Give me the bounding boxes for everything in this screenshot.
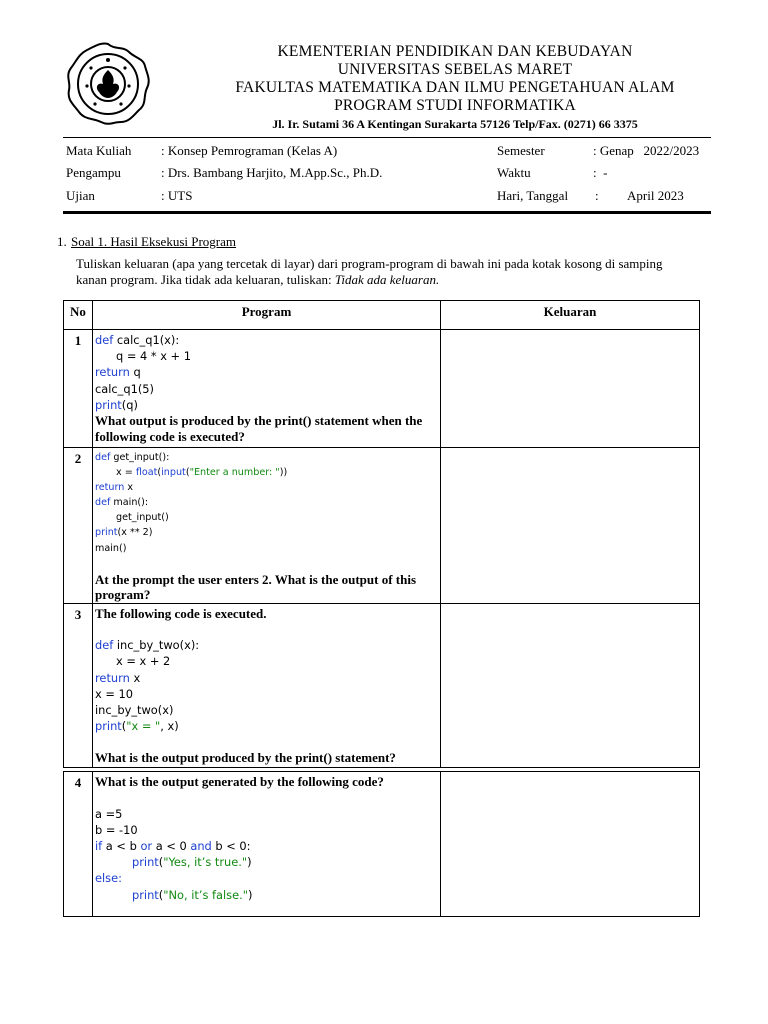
code-line: calc_q1(5) bbox=[95, 381, 154, 396]
program-cell bbox=[93, 448, 441, 604]
code-line: def calc_q1(x): bbox=[95, 333, 180, 347]
code-line: return q bbox=[95, 365, 141, 380]
question-text: At the prompt the user enters 2. What is the output of this program? bbox=[95, 571, 417, 603]
lecturer-label: Pengampu bbox=[66, 165, 121, 180]
time-value: : - bbox=[593, 165, 608, 180]
question-text: What output is produced by the print() statement when the following code is executed? bbox=[95, 413, 423, 444]
table-row bbox=[64, 330, 700, 448]
program-name: PROGRAM STUDI INFORMATIKA bbox=[334, 97, 576, 114]
course-value: : Konsep Pemrograman (Kelas A) bbox=[161, 143, 338, 158]
answer-box[interactable] bbox=[441, 772, 700, 917]
row-number: 1 bbox=[64, 330, 93, 448]
date-value: April 2023 bbox=[627, 188, 684, 203]
header-rule bbox=[63, 137, 711, 138]
col-header-program: Program bbox=[93, 301, 441, 330]
table-row bbox=[64, 603, 700, 767]
meta-rule bbox=[63, 211, 711, 214]
instruction-italic: Tidak ada keluaran. bbox=[334, 272, 440, 287]
date-label: Hari, Tanggal bbox=[497, 188, 569, 203]
course-label: Mata Kuliah bbox=[66, 143, 132, 158]
questions-table bbox=[63, 300, 700, 768]
answer-box[interactable] bbox=[441, 330, 700, 448]
code-line: return x bbox=[95, 482, 134, 494]
exam-value: : UTS bbox=[161, 188, 193, 203]
code-line: inc_by_two(x) bbox=[95, 702, 174, 717]
program-cell bbox=[93, 603, 441, 767]
question-text: What is the output produced by the print() statement? bbox=[95, 750, 396, 766]
row-number: 2 bbox=[64, 448, 93, 604]
code-line: x = 10 bbox=[95, 686, 134, 701]
time-label: Waktu bbox=[497, 165, 531, 180]
address-line: Jl. Ir. Sutami 36 A Kentingan Surakarta 57126 Telp/Fax. (0271) 66 3375 bbox=[272, 117, 638, 131]
code-line: get_input() bbox=[116, 512, 169, 524]
question-intro: The following code is executed. bbox=[95, 605, 267, 621]
table-row bbox=[64, 772, 700, 917]
code-line: def main(): bbox=[95, 497, 149, 509]
code-line: print("x = ", x) bbox=[95, 719, 179, 734]
faculty-name: FAKULTAS MATEMATIKA DAN ILMU PENGETAHUAN ALAM bbox=[235, 79, 675, 96]
program-cell bbox=[93, 772, 441, 917]
code-line: q = 4 * x + 1 bbox=[116, 349, 191, 364]
questions-table-continued bbox=[63, 771, 700, 917]
code-line: print(x ** 2) bbox=[95, 527, 153, 539]
code-block bbox=[95, 450, 440, 556]
col-header-no: No bbox=[64, 301, 93, 330]
code-block bbox=[95, 806, 440, 903]
section-number: 1. bbox=[57, 234, 67, 249]
ministry-name: KEMENTERIAN PENDIDIKAN DAN KEBUDAYAN bbox=[277, 43, 633, 60]
answer-box[interactable] bbox=[441, 448, 700, 604]
code-block bbox=[95, 637, 440, 734]
lecturer-value: : Drs. Bambang Harjito, M.App.Sc., Ph.D. bbox=[161, 165, 383, 180]
university-seal-logo bbox=[63, 40, 153, 128]
code-block bbox=[95, 332, 440, 413]
code-line: print("Yes, it’s true.") bbox=[132, 855, 252, 870]
code-line: print(q) bbox=[95, 397, 138, 412]
program-cell bbox=[93, 330, 441, 448]
col-header-output: Keluaran bbox=[441, 301, 700, 330]
question-intro: What is the output generated by the following code? bbox=[95, 774, 384, 789]
row-number: 3 bbox=[64, 603, 93, 767]
code-line: def inc_by_two(x): bbox=[95, 638, 200, 653]
code-line: print("No, it’s false.") bbox=[132, 887, 253, 902]
code-line: return x bbox=[95, 670, 141, 685]
semester-label: Semester bbox=[497, 143, 545, 158]
code-line: if a < b or a < 0 and b < 0: bbox=[95, 838, 251, 853]
code-line: a =5 bbox=[95, 806, 123, 821]
code-line: x = float(input("Enter a number: ")) bbox=[116, 467, 288, 479]
semester-value: : Genap 2022/2023 bbox=[593, 143, 700, 158]
row-number: 4 bbox=[64, 772, 93, 917]
date-colon: : bbox=[595, 188, 599, 203]
table-row bbox=[64, 448, 700, 604]
section-title: Soal 1. Hasil Eksekusi Program bbox=[71, 234, 237, 249]
code-line: else: bbox=[95, 871, 122, 886]
code-line: x = x + 2 bbox=[116, 654, 171, 669]
section-instruction: Tuliskan keluaran (apa yang tercetak di layar) dari program-program di bawah ini pada kotak kosong di samping kanan program. Jika tidak ada keluaran, tuliskan: Tidak ada keluaran. bbox=[76, 256, 663, 287]
university-name: UNIVERSITAS SEBELAS MARET bbox=[337, 61, 573, 78]
exam-label: Ujian bbox=[66, 188, 95, 203]
code-line: b = -10 bbox=[95, 822, 138, 837]
answer-box[interactable] bbox=[441, 603, 700, 767]
table-header-row bbox=[64, 301, 700, 330]
code-line: main() bbox=[95, 542, 127, 554]
code-line: def get_input(): bbox=[95, 452, 170, 463]
